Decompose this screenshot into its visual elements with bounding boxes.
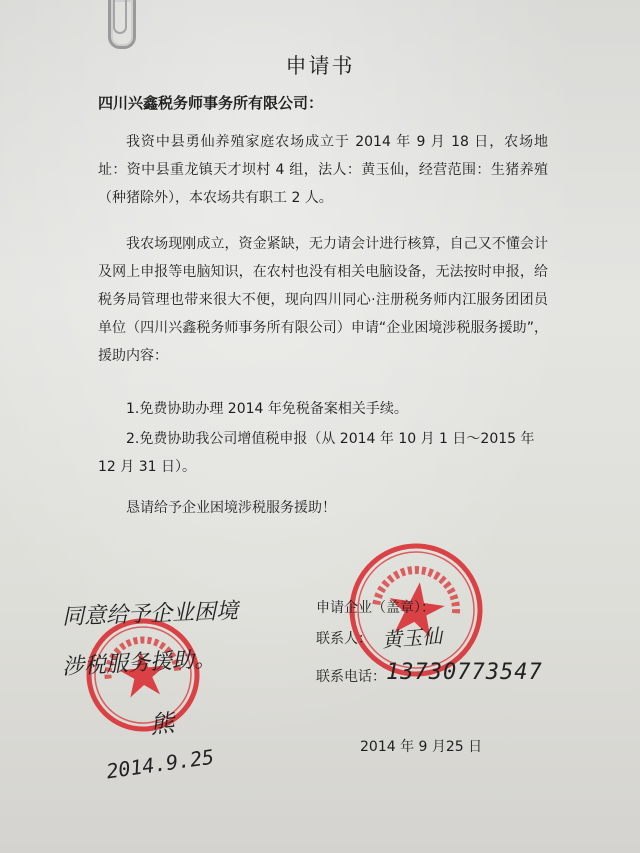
closing-line: 恳请给予企业困境涉税服务援助！ (126, 500, 336, 516)
list-item-1: 1.免费协助办理 2014 年免税备案相关手续。 (126, 401, 408, 417)
paragraph-request: 我农场现刚成立，资金紧缺，无力请会计进行核算，自己又不懂会计及网上申报等电脑知识，在农村也没有相关电脑设备，无法按时申报，给税务局管理也带来很大不便，现向四川同心·注册税务师内江服务团团员单位（四川兴鑫税务师事务所有限公司）申请“企业困境涉税服务援助”，援助内容： (98, 236, 548, 364)
recipient-line: 四川兴鑫税务师事务所有限公司： (98, 94, 324, 112)
handwritten-approval-line2: 涉税服务援助。 (61, 646, 217, 681)
handwritten-signer: 熊 (148, 708, 176, 740)
handwritten-approval-line1: 同意给予企业困境 (61, 598, 239, 631)
document-title: 申请书 (285, 54, 355, 78)
paper-clip-inner (113, 0, 127, 34)
contact-label: 联系人： (316, 631, 372, 647)
phone-number: 13730773547 (386, 660, 543, 685)
handwritten-date: 2014.9.25 (104, 744, 216, 784)
applicant-label: 申请企业（盖章）： (316, 600, 435, 616)
phone-label: 联系电话： (316, 669, 386, 685)
contact-signature: 黄玉仙 (381, 623, 443, 653)
list-item-2: 2.免费协助我公司增值税申报（从 2014 年 10 月 1 日～2015 年 12 月 31 日）。 (98, 431, 535, 475)
paragraph-farm-info: 我资中县勇仙养殖家庭农场成立于 2014 年 9 月 18 日，农场地址：资中县重龙镇天才坝村 4 组，法人：黄玉仙，经营范围：生猪养殖（种猪除外），本农场共有职工 2 人。 (98, 134, 548, 206)
application-date: 2014 年 9 月25 日 (360, 739, 483, 755)
